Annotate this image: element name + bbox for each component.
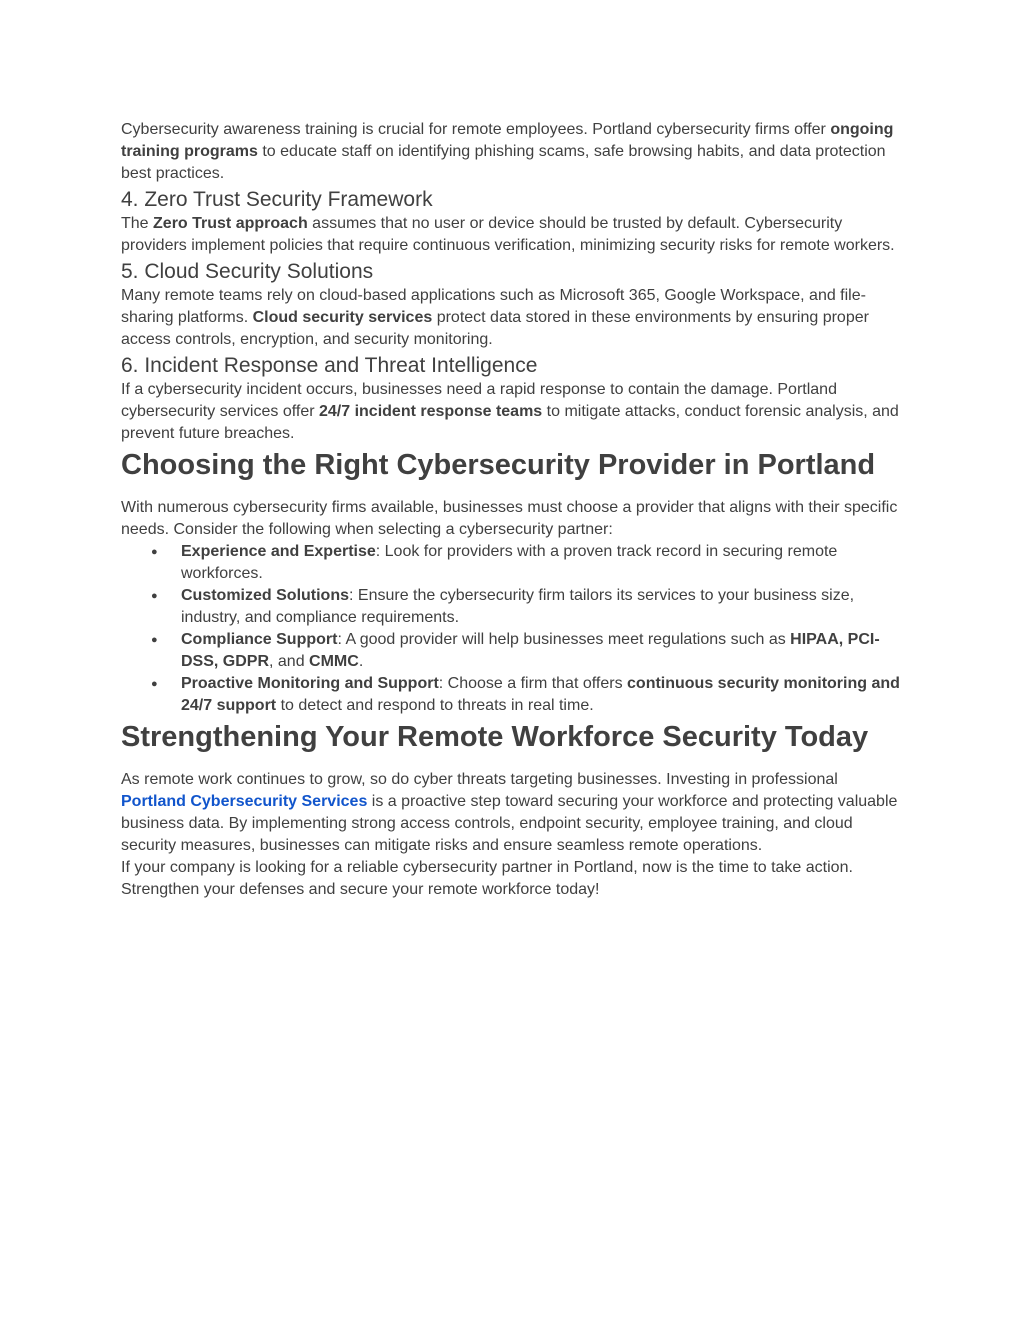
list-item-text-3: . [358, 653, 364, 670]
list-item-text-1: : A good provider will help businesses meet regulations such as [337, 631, 791, 648]
list-item-text-1: : Look for providers with a proven track record in securing remote workforces. [181, 543, 838, 582]
intro-text-1: Cybersecurity awareness training is crucial for remote employees. Portland cybersecurity firms offer [121, 121, 831, 138]
list-item-text-1: : Choose a firm that offers [438, 675, 628, 692]
section-4-heading: 4. Zero Trust Security Framework [121, 188, 433, 211]
choosing-intro-paragraph: With numerous cybersecurity firms available, businesses must choose a provider that aligns with their specific needs. Consider the following when selecting a cybersecurity partner: [121, 499, 898, 538]
intro-paragraph [121, 119, 904, 185]
list-item-bold-2: continuous security monitoring and 24/7 support [181, 675, 900, 714]
bullet-icon: ● [151, 546, 158, 558]
bullet-icon: ● [151, 590, 158, 602]
section-5-paragraph [121, 285, 904, 351]
list-item-bold-2: HIPAA, PCI-DSS, GDPR [181, 631, 880, 670]
list-item-text-2: to detect and respond to threats in real time. [276, 697, 594, 714]
section-4-paragraph [121, 213, 904, 257]
list-item-bold-1: Experience and Expertise [181, 543, 376, 560]
section-4-bold-1: Zero Trust approach [153, 215, 308, 232]
section-5-bold-1: Cloud security services [252, 309, 433, 326]
list-item-text-1: : Ensure the cybersecurity firm tailors its services to your business size, industry, and compliance requirements. [181, 587, 855, 626]
portland-cybersecurity-services-link[interactable]: Portland Cybersecurity Services [121, 793, 368, 810]
intro-text-2: to educate staff on identifying phishing scams, safe browsing habits, and data protection best practices. [121, 143, 886, 182]
choosing-heading: Choosing the Right Cybersecurity Provider in Portland [121, 449, 876, 481]
section-6-paragraph [121, 379, 904, 445]
list-item-text-2: , and [269, 653, 310, 670]
bullet-icon: ● [151, 634, 158, 646]
intro-bold-1: ongoing training programs [121, 121, 894, 160]
bullet-icon: ● [151, 678, 158, 690]
section-5-text-2: protect data stored in these environments by ensuring proper access controls, encryption, and security monitoring. [121, 309, 869, 348]
list-item-bold-3: CMMC [309, 653, 359, 670]
section-4-text-2: assumes that no user or device should be trusted by default. Cybersecurity providers implement policies that require continuous verification, minimizing security risks for remote workers. [121, 215, 895, 254]
section-4-text-1: The [121, 215, 154, 232]
list-item [121, 585, 904, 629]
list-item-bold-1: Compliance Support [181, 631, 338, 648]
list-item [121, 629, 904, 673]
section-6-text-2: to mitigate attacks, conduct forensic analysis, and prevent future breaches. [121, 403, 899, 442]
strengthening-heading: Strengthening Your Remote Workforce Security Today [121, 721, 869, 753]
section-6-heading: 6. Incident Response and Threat Intelligence [121, 354, 538, 377]
strengthening-paragraph-1 [121, 769, 904, 857]
section-5-heading: 5. Cloud Security Solutions [121, 260, 374, 283]
list-item-bold-1: Proactive Monitoring and Support [181, 675, 439, 692]
list-item [121, 673, 904, 717]
strengthening-text-2: is a proactive step toward securing your workforce and protecting valuable business data. By implementing strong access controls, endpoint security, employee training, and cloud security measures, businesses can mitigate risks and ensure seamless remote operations. [121, 793, 898, 854]
list-item [121, 541, 904, 585]
section-6-bold-1: 24/7 incident response teams [319, 403, 543, 420]
section-6-text-1: If a cybersecurity incident occurs, businesses need a rapid response to contain the damage. Portland cybersecurity services offer [121, 381, 837, 420]
strengthening-text-1: As remote work continues to grow, so do cyber threats targeting businesses. Investing in professional [121, 771, 838, 788]
provider-criteria-list [121, 541, 904, 717]
strengthening-paragraph-2: If your company is looking for a reliable cybersecurity partner in Portland, now is the time to take action. Strengthen your defenses and secure your remote workforce today! [121, 859, 853, 898]
list-item-bold-1: Customized Solutions [181, 587, 349, 604]
section-5-text-1: Many remote teams rely on cloud-based applications such as Microsoft 365, Google Workspace, and file-sharing platforms. [121, 287, 866, 326]
